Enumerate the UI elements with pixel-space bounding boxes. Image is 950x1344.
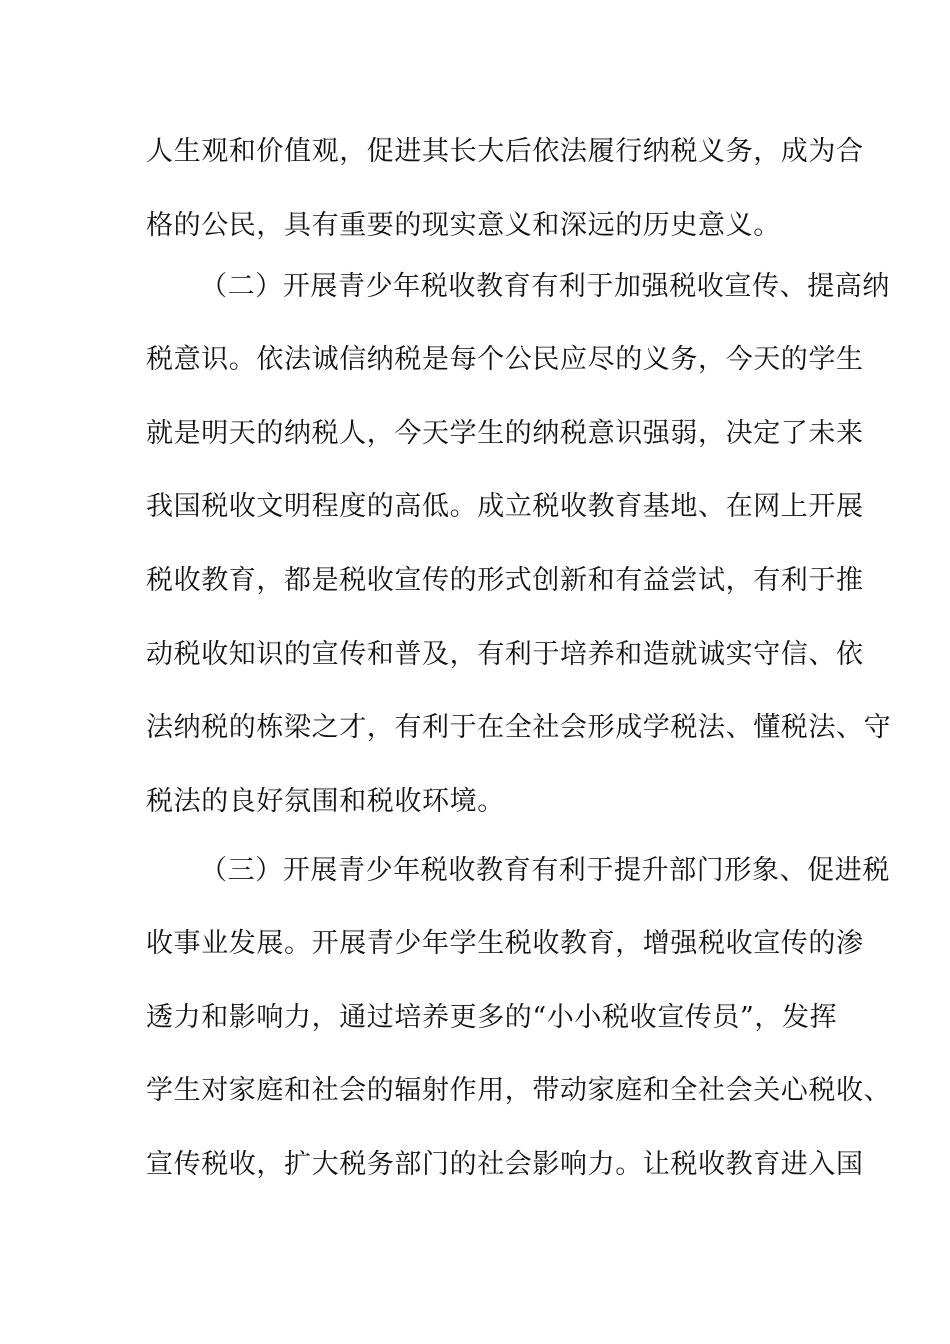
text-line: 人生观和价值观，促进其长大后依法履行纳税义务，成为合 — [146, 136, 864, 167]
text-line: 收事业发展。开展青少年学生税收教育，增强税收宣传的渗 — [146, 928, 864, 959]
text-line: 透力和影响力，通过培养更多的“小小税收宣传员”，发挥 — [146, 1002, 838, 1033]
text-line: 税收教育，都是税收宣传的形式创新和有益尝试，有利于推 — [146, 565, 864, 596]
text-line: 学生对家庭和社会的辐射作用，带动家庭和全社会关心税收、 — [146, 1075, 892, 1106]
text-line: 税法的良好氛围和税收环境。 — [146, 786, 505, 817]
text-line: 宣传税收，扩大税务部门的社会影响力。让税收教育进入国 — [146, 1149, 864, 1180]
text-line: 就是明天的纳税人，今天学生的纳税意识强弱，决定了未来 — [146, 418, 864, 449]
paragraph-heading-line: （三）开展青少年税收教育有利于提升部门形象、促进税 — [200, 855, 890, 886]
text-line: 法纳税的栋梁之才，有利于在全社会形成学税法、懂税法、守 — [146, 712, 892, 743]
text-line: 格的公民，具有重要的现实意义和深远的历史意义。 — [146, 210, 781, 241]
paragraph-heading-line: （二）开展青少年税收教育有利于加强税收宣传、提高纳 — [200, 271, 890, 302]
text-line: 动税收知识的宣传和普及，有利于培养和造就诚实守信、依 — [146, 639, 864, 670]
text-line: 我国税收文明程度的高低。成立税收教育基地、在网上开展 — [146, 491, 864, 522]
text-line: 税意识。依法诚信纳税是每个公民应尽的义务，今天的学生 — [146, 344, 864, 375]
